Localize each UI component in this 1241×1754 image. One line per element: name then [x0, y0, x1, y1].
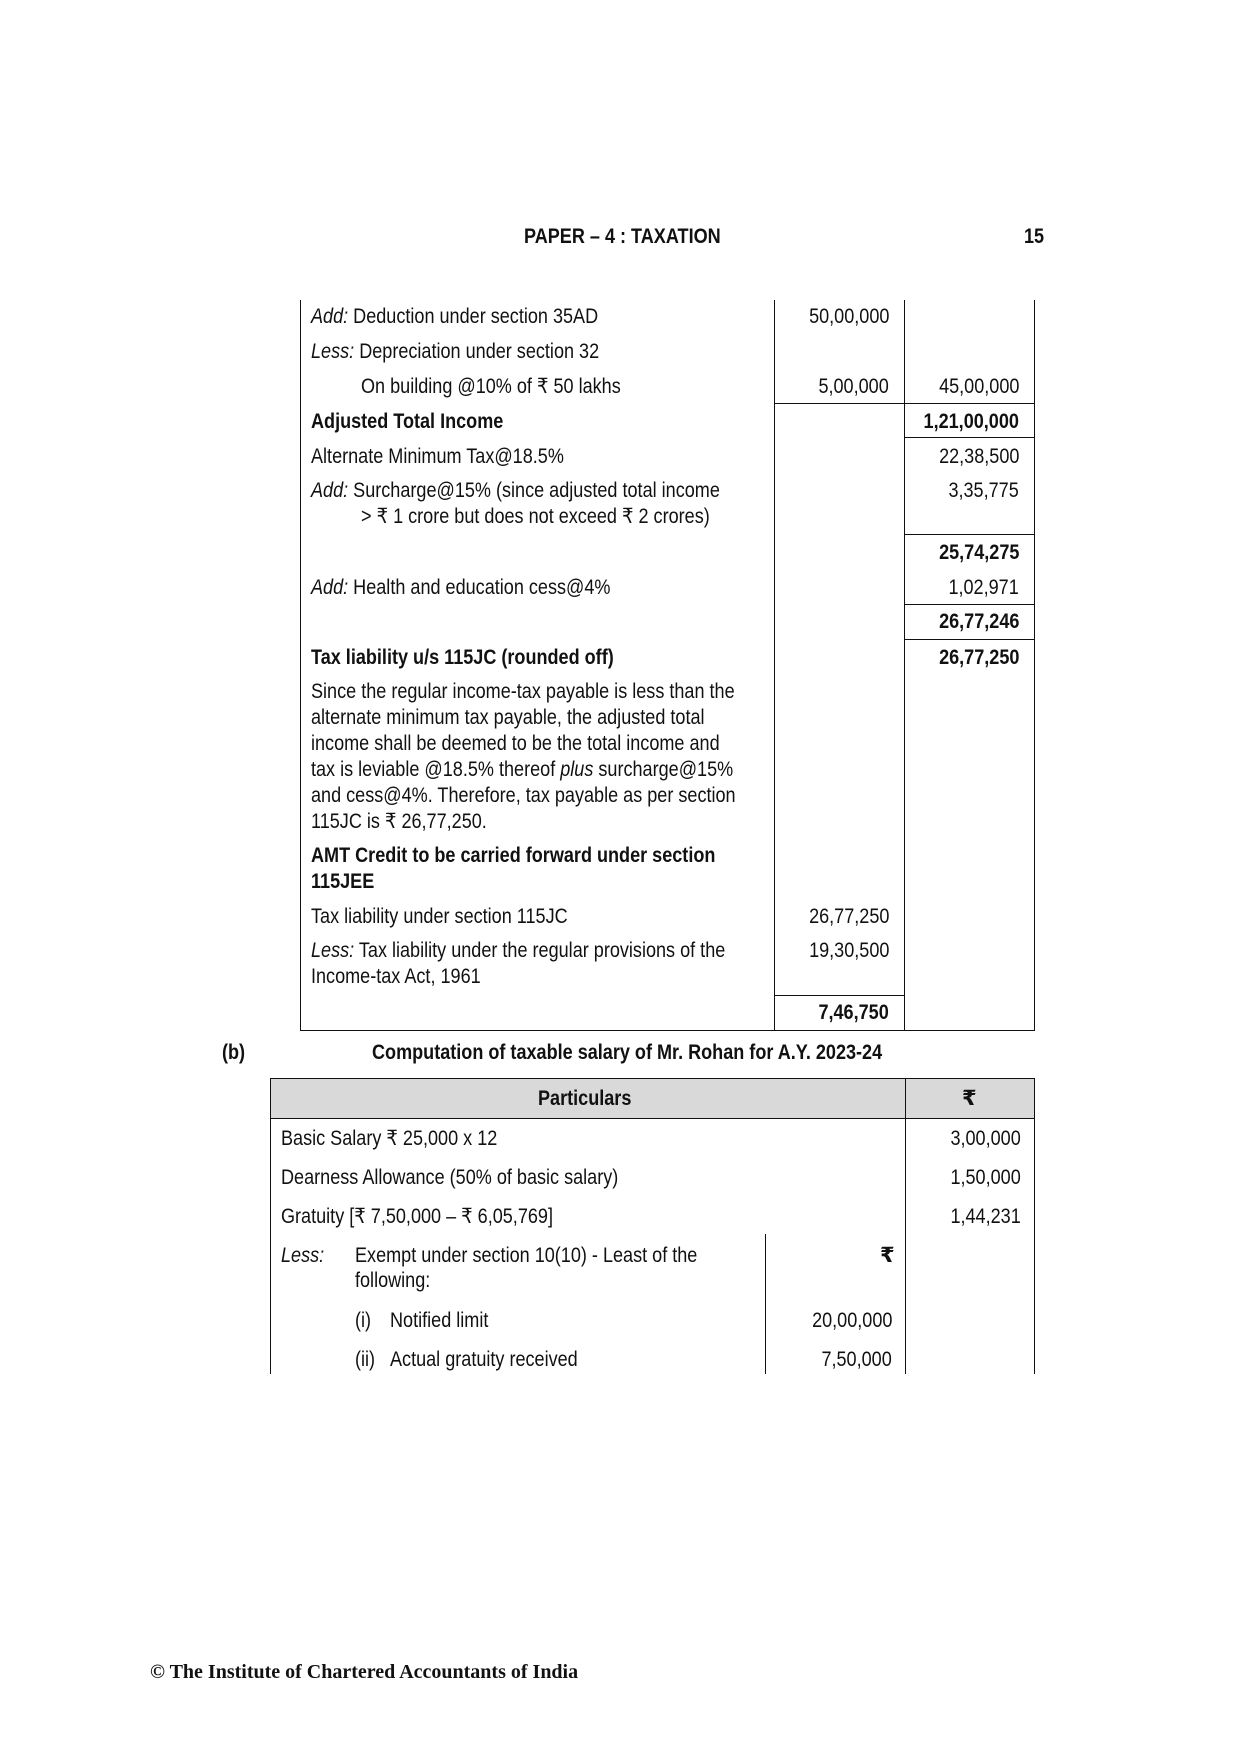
- row-cess: Add: Health and education cess@4%: [311, 576, 611, 599]
- amount-surcharge: 3,35,775: [948, 479, 1019, 502]
- row-liability-115jc: Tax liability under section 115JC: [311, 905, 568, 928]
- row-exempt-line2: following:: [355, 1269, 431, 1292]
- amt-credit-heading: AMT Credit to be carried forward under section 115JEE: [311, 844, 716, 893]
- table-b-left: [270, 1078, 271, 1374]
- col-header-rupee: ₹: [962, 1087, 977, 1110]
- rule-after-subtotal2: [904, 639, 1035, 640]
- table-b-top: [270, 1078, 1035, 1079]
- item-i-number: (i): [355, 1309, 372, 1332]
- item-actual-gratuity: Actual gratuity received: [390, 1348, 578, 1371]
- rule-after-building: [774, 403, 1035, 404]
- table-border-left: [300, 300, 301, 1031]
- table-border-right: [1034, 300, 1035, 1031]
- row-gratuity: Gratuity [₹ 7,50,000 – ₹ 6,05,769]: [281, 1205, 553, 1228]
- table-b-inner-divider: [765, 1234, 766, 1374]
- amount-credit-total: 7,46,750: [818, 1001, 889, 1024]
- row-tax-liability: Tax liability u/s 115JC (rounded off): [311, 646, 614, 669]
- footer-copyright: © The Institute of Chartered Accountants of India: [150, 1661, 579, 1683]
- amount-adjusted-total-income: 1,21,00,000: [923, 410, 1019, 433]
- table-border-col1: [774, 300, 775, 1031]
- amount-actual-gratuity: 7,50,000: [821, 1348, 892, 1371]
- subtotal-1: 25,74,275: [938, 541, 1019, 564]
- amount-tax-liability: 26,77,250: [938, 646, 1019, 669]
- row-add-35ad: Add: Deduction under section 35AD: [311, 305, 599, 328]
- less-label: Less:: [281, 1244, 325, 1267]
- rule-before-subtotal2: [904, 604, 1035, 605]
- table-b-col-divider: [905, 1078, 906, 1374]
- page-header-title: PAPER – 4 : TAXATION: [524, 225, 721, 248]
- amount-building: 5,00,000: [818, 375, 889, 398]
- explanation-paragraph: Since the regular income-tax payable is less than the alternate minimum tax payable, the adjusted total income shall be deemed to be the total income and tax is leviable @18.5% thereof plus surcharge@15% and cess@4%. Therefore, tax payable as per section 115JC is ₹ 26,77,250.: [311, 680, 736, 833]
- amount-building-net: 45,00,000: [938, 375, 1019, 398]
- rule-before-credit-total: [774, 995, 905, 996]
- item-notified-limit: Notified limit: [390, 1309, 489, 1332]
- amount-less-regular: 19,30,500: [808, 939, 889, 962]
- amount-liability-115jc: 26,77,250: [808, 905, 889, 928]
- row-exempt-line1: Exempt under section 10(10) - Least of the: [355, 1244, 698, 1267]
- col-header-particulars: Particulars: [538, 1087, 632, 1110]
- rule-before-subtotal1: [904, 534, 1035, 535]
- row-less-regular-line2: Income-tax Act, 1961: [311, 965, 481, 988]
- row-basic-salary: Basic Salary ₹ 25,000 x 12: [281, 1127, 498, 1150]
- inner-rupee-header: ₹: [880, 1244, 895, 1267]
- amount-cess: 1,02,971: [948, 576, 1019, 599]
- section-title: Computation of taxable salary of Mr. Rohan for A.Y. 2023-24: [372, 1041, 883, 1064]
- amount-amt: 22,38,500: [938, 445, 1019, 468]
- row-amt: Alternate Minimum Tax@18.5%: [311, 445, 564, 468]
- page-number: 15: [1024, 225, 1045, 248]
- row-surcharge: Add: Surcharge@15% (since adjusted total income: [311, 479, 720, 502]
- item-ii-number: (ii): [355, 1348, 376, 1371]
- row-dearness-allowance: Dearness Allowance (50% of basic salary): [281, 1166, 619, 1189]
- row-surcharge-line2: > ₹ 1 crore but does not exceed ₹ 2 crores): [361, 505, 710, 528]
- subtotal-2: 26,77,246: [938, 610, 1019, 633]
- amount-35ad: 50,00,000: [808, 305, 889, 328]
- table-b-right: [1034, 1078, 1035, 1374]
- amount-basic-salary: 3,00,000: [950, 1127, 1021, 1150]
- row-adjusted-total-income: Adjusted Total Income: [311, 410, 504, 433]
- row-less-regular: Less: Tax liability under the regular provisions of the: [311, 939, 726, 962]
- row-less-depreciation: Less: Depreciation under section 32: [311, 340, 600, 363]
- amount-dearness-allowance: 1,50,000: [950, 1166, 1021, 1189]
- amount-gratuity: 1,44,231: [950, 1205, 1021, 1228]
- table-border-col2: [904, 300, 905, 1031]
- table-border-bottom: [300, 1030, 1035, 1031]
- table-b-header-bottom: [270, 1118, 1035, 1119]
- amount-notified-limit: 20,00,000: [811, 1309, 892, 1332]
- row-building: On building @10% of ₹ 50 lakhs: [361, 375, 621, 398]
- section-label: (b): [222, 1041, 246, 1064]
- rule-after-adjusted: [904, 437, 1035, 438]
